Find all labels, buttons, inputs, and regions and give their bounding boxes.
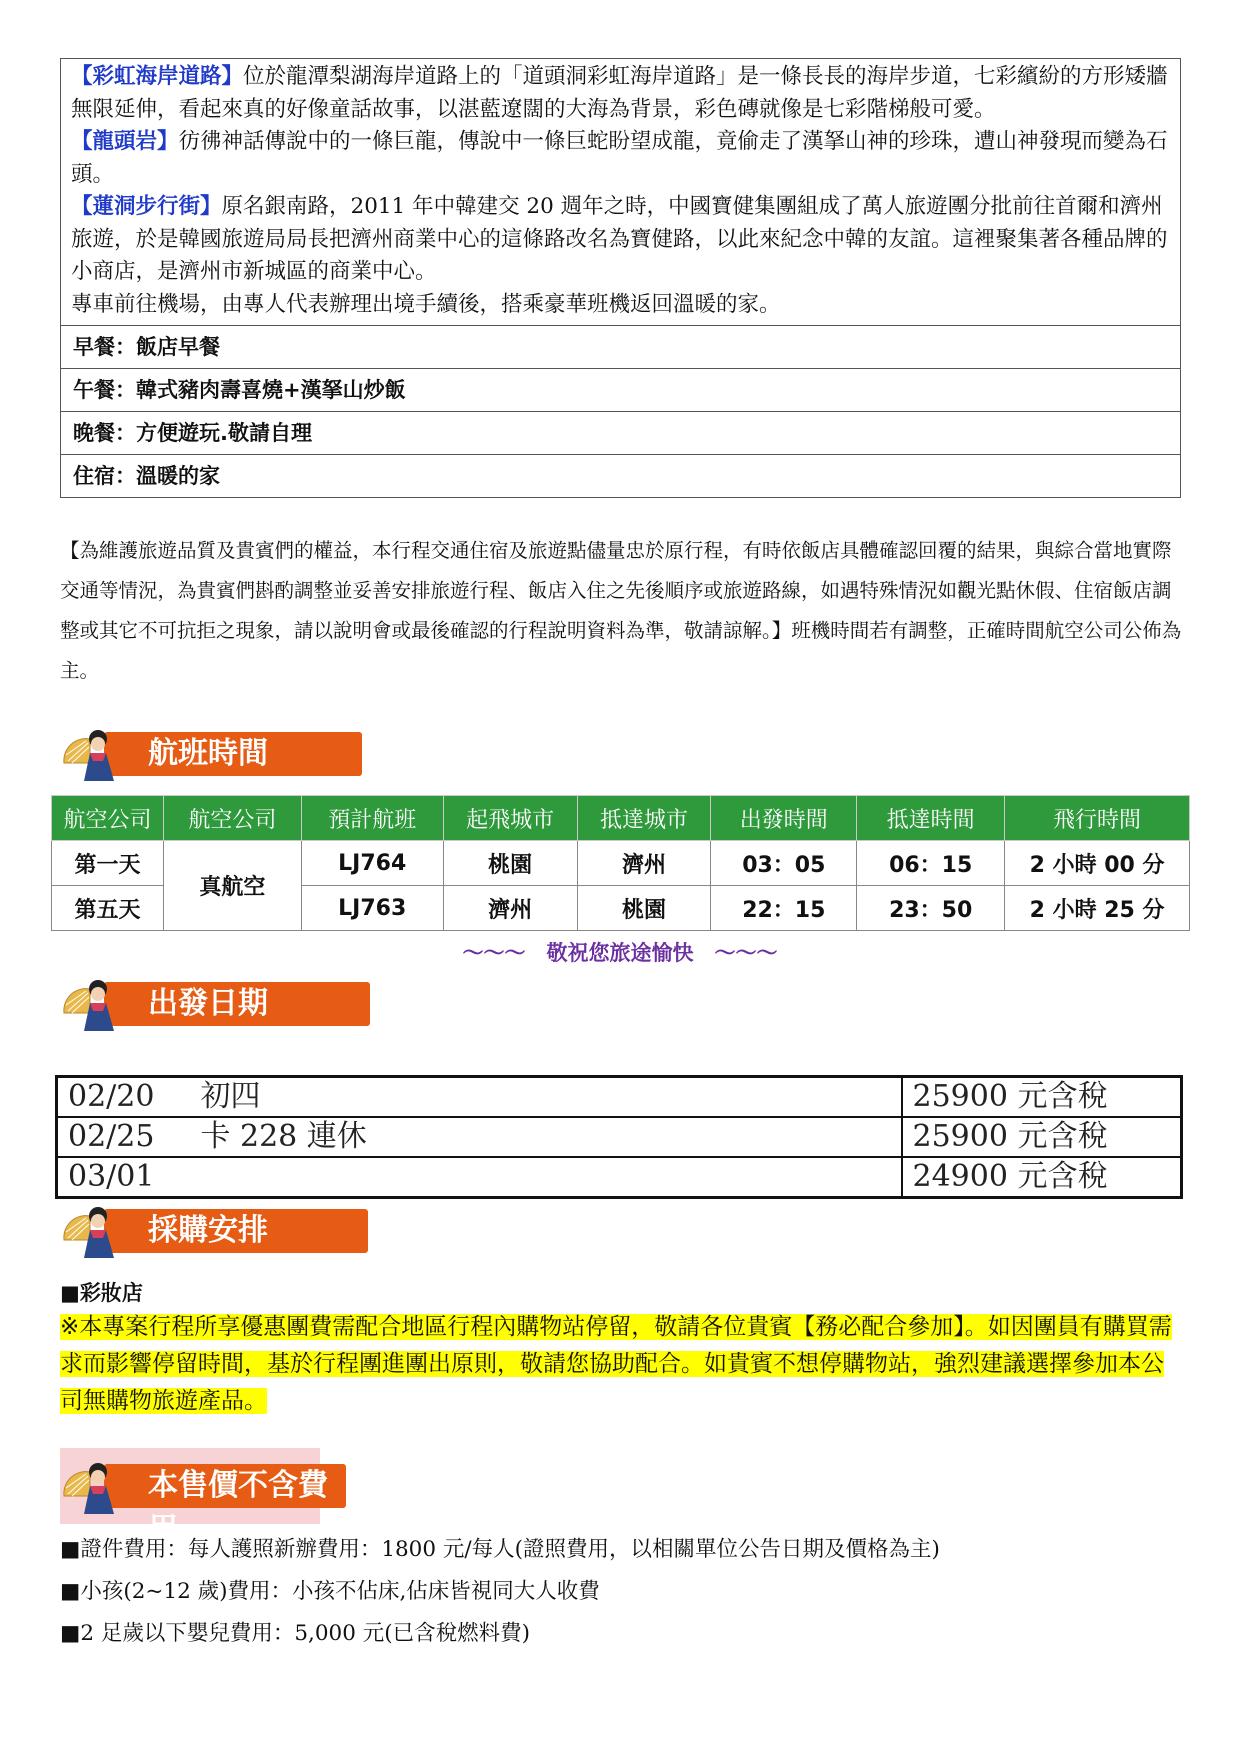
rainbow-road-title: 【彩虹海岸道路】 [71,64,244,89]
section-header-shopping [60,1200,330,1258]
fee-child: ■小孩(2~12 歲)費用：小孩不佔床,佔床皆視同大人收費 [60,1579,600,1604]
day-cell: 第五天 [52,886,164,931]
hanbok-lady-fan-icon [60,1200,118,1258]
col-flight-no: 預計航班 [301,796,443,841]
arr-cell: 06：15 [857,841,1005,886]
notice-paragraph: 【為維護旅遊品質及貴賓們的權益，本行程交通住宿及旅遊點儘量忠於原行程，有時依飯店具體確認回覆的結果，與綜合當地實際交通等情況，為貴賓們斟酌調整並妥善安排旅遊行程、飯店入住之先後順序或旅遊路線，如遇特殊情況如觀光點休假、住宿飯店調整或其它不可抗拒之現象，請以說明會或最後確認的行程說明資料為準，敬請諒解。】班機時間若有調整，正確時間航空公司公佈為主。 [60,539,1182,682]
col-airline-1: 航空公司 [52,796,164,841]
date-cell [57,1117,902,1157]
section-title-excluded: 本售價不含費用 [104,1464,346,1508]
section-header-departure [60,973,330,1031]
paragraph-return: 專車前往機場，由專人代表辦理出境手續後，搭乘豪華班機返回溫暖的家。 [71,291,781,317]
duration-cell: 2 小時 00 分 [1005,841,1190,886]
col-arr-time: 抵達時間 [857,796,1005,841]
col-from-city: 起飛城市 [443,796,577,841]
price-cell: 25900 元含稅 [902,1117,1182,1157]
dragon-rock-title: 【龍頭岩】 [71,129,179,154]
paragraph-dragon-rock [71,126,1170,191]
wish-text: ～～～ 敬祝您旅途愉快 ～～～ [462,941,778,965]
to-cell: 濟州 [577,841,711,886]
dinner-row: 晚餐：方便遊玩.敬請自理 [61,411,1180,454]
date-cell [57,1077,902,1118]
table-row [57,1077,1182,1118]
shopping-note-text: ※本專案行程所享優惠團費需配合地區行程內購物站停留，敬請各位貴賓【務必配合參加】。如因團員有購買需求而影響停留時間，基於行程團進團出原則，敬請您協助配合。如貴賓不想停購物站，強烈建議選擇參加本公司無購物旅遊產品。 [60,1314,1172,1414]
arr-cell: 23：50 [857,886,1005,931]
table-row [57,1157,1182,1198]
lotus-street-text: 原名銀南路，2011 年中韓建交 20 週年之時，中國寶健集團組成了萬人旅遊團分批前往首爾和濟州旅遊，於是韓國旅遊局局長把濟州商業中心的這條路改名為寶健路，以此來紀念中韓的友誼。這裡聚集著各種品牌的小商店，是濟州市新城區的商業中心。 [71,194,1168,284]
paragraph-rainbow-road [71,61,1170,126]
day-cell: 第一天 [52,841,164,886]
date-note: 卡 228 連休 [200,1119,367,1154]
table-row [57,1117,1182,1157]
itinerary-box [60,58,1181,498]
hanbok-lady-fan-icon [60,973,118,1031]
date-value: 03/01 [68,1159,155,1194]
hanbok-lady-fan-icon [60,723,118,781]
date-value: 02/20 [68,1079,155,1114]
date-cell [57,1157,902,1198]
airline-cell: 真航空 [163,841,301,931]
price-cell: 24900 元含稅 [902,1157,1182,1198]
flight-table-header [52,796,1190,841]
flight-no-cell: LJ763 [301,886,443,931]
section-header-excluded [60,1448,328,1547]
itinerary-text [61,59,1180,325]
lodging-row: 住宿：溫暖的家 [61,454,1180,497]
lunch-row: 午餐：韓式豬肉壽喜燒+漢拏山炒飯 [61,368,1180,411]
duration-cell: 2 小時 25 分 [1005,886,1190,931]
shopping-note [60,1309,1180,1420]
rainbow-road-text: 位於龍潭梨湖海岸道路上的「道頭洞彩虹海岸道路」是一條長長的海岸步道，七彩繽紛的方形矮牆無限延伸，看起來真的好像童話故事，以湛藍遼闊的大海為背景，彩色磚就像是七彩階梯般可愛。 [71,64,1168,122]
from-cell: 濟州 [443,886,577,931]
shop-type-label: ■彩妝店 [60,1281,143,1305]
section-title-departure: 出發日期 [104,982,370,1026]
table-row [52,841,1190,886]
to-cell: 桃園 [577,886,711,931]
lotus-street-title: 【蓮洞步行街】 [71,194,222,219]
col-airline-2: 航空公司 [163,796,301,841]
hanbok-lady-fan-icon [60,1456,118,1514]
dep-cell: 22：15 [711,886,857,931]
flight-no-cell: LJ764 [301,841,443,886]
fee-passport: ■證件費用：每人護照新辦費用：1800 元/每人(證照費用，以相關單位公告日期及價格為主) [60,1537,940,1562]
departure-dates-table [55,1075,1183,1199]
from-cell: 桃園 [443,841,577,886]
section-title-shopping: 採購安排 [104,1209,368,1253]
dragon-rock-text: 彷彿神話傳說中的一條巨龍，傳說中一條巨蛇盼望成龍，竟偷走了漢拏山神的珍珠，遭山神發現而變為石頭。 [71,129,1168,187]
breakfast-row: 早餐：飯店早餐 [61,325,1180,368]
flight-table [51,795,1190,931]
col-duration: 飛行時間 [1005,796,1190,841]
date-note: 初四 [200,1079,261,1114]
col-dep-time: 出發時間 [711,796,857,841]
section-header-flight [60,723,320,781]
fee-infant: ■2 足歲以下嬰兒費用：5,000 元(已含稅燃料費) [60,1621,530,1646]
dep-cell: 03：05 [711,841,857,886]
section-title-flight: 航班時間 [104,732,362,776]
paragraph-lotus-street [71,191,1170,289]
date-value: 02/25 [68,1119,155,1154]
price-cell: 25900 元含稅 [902,1077,1182,1118]
col-to-city: 抵達城市 [577,796,711,841]
